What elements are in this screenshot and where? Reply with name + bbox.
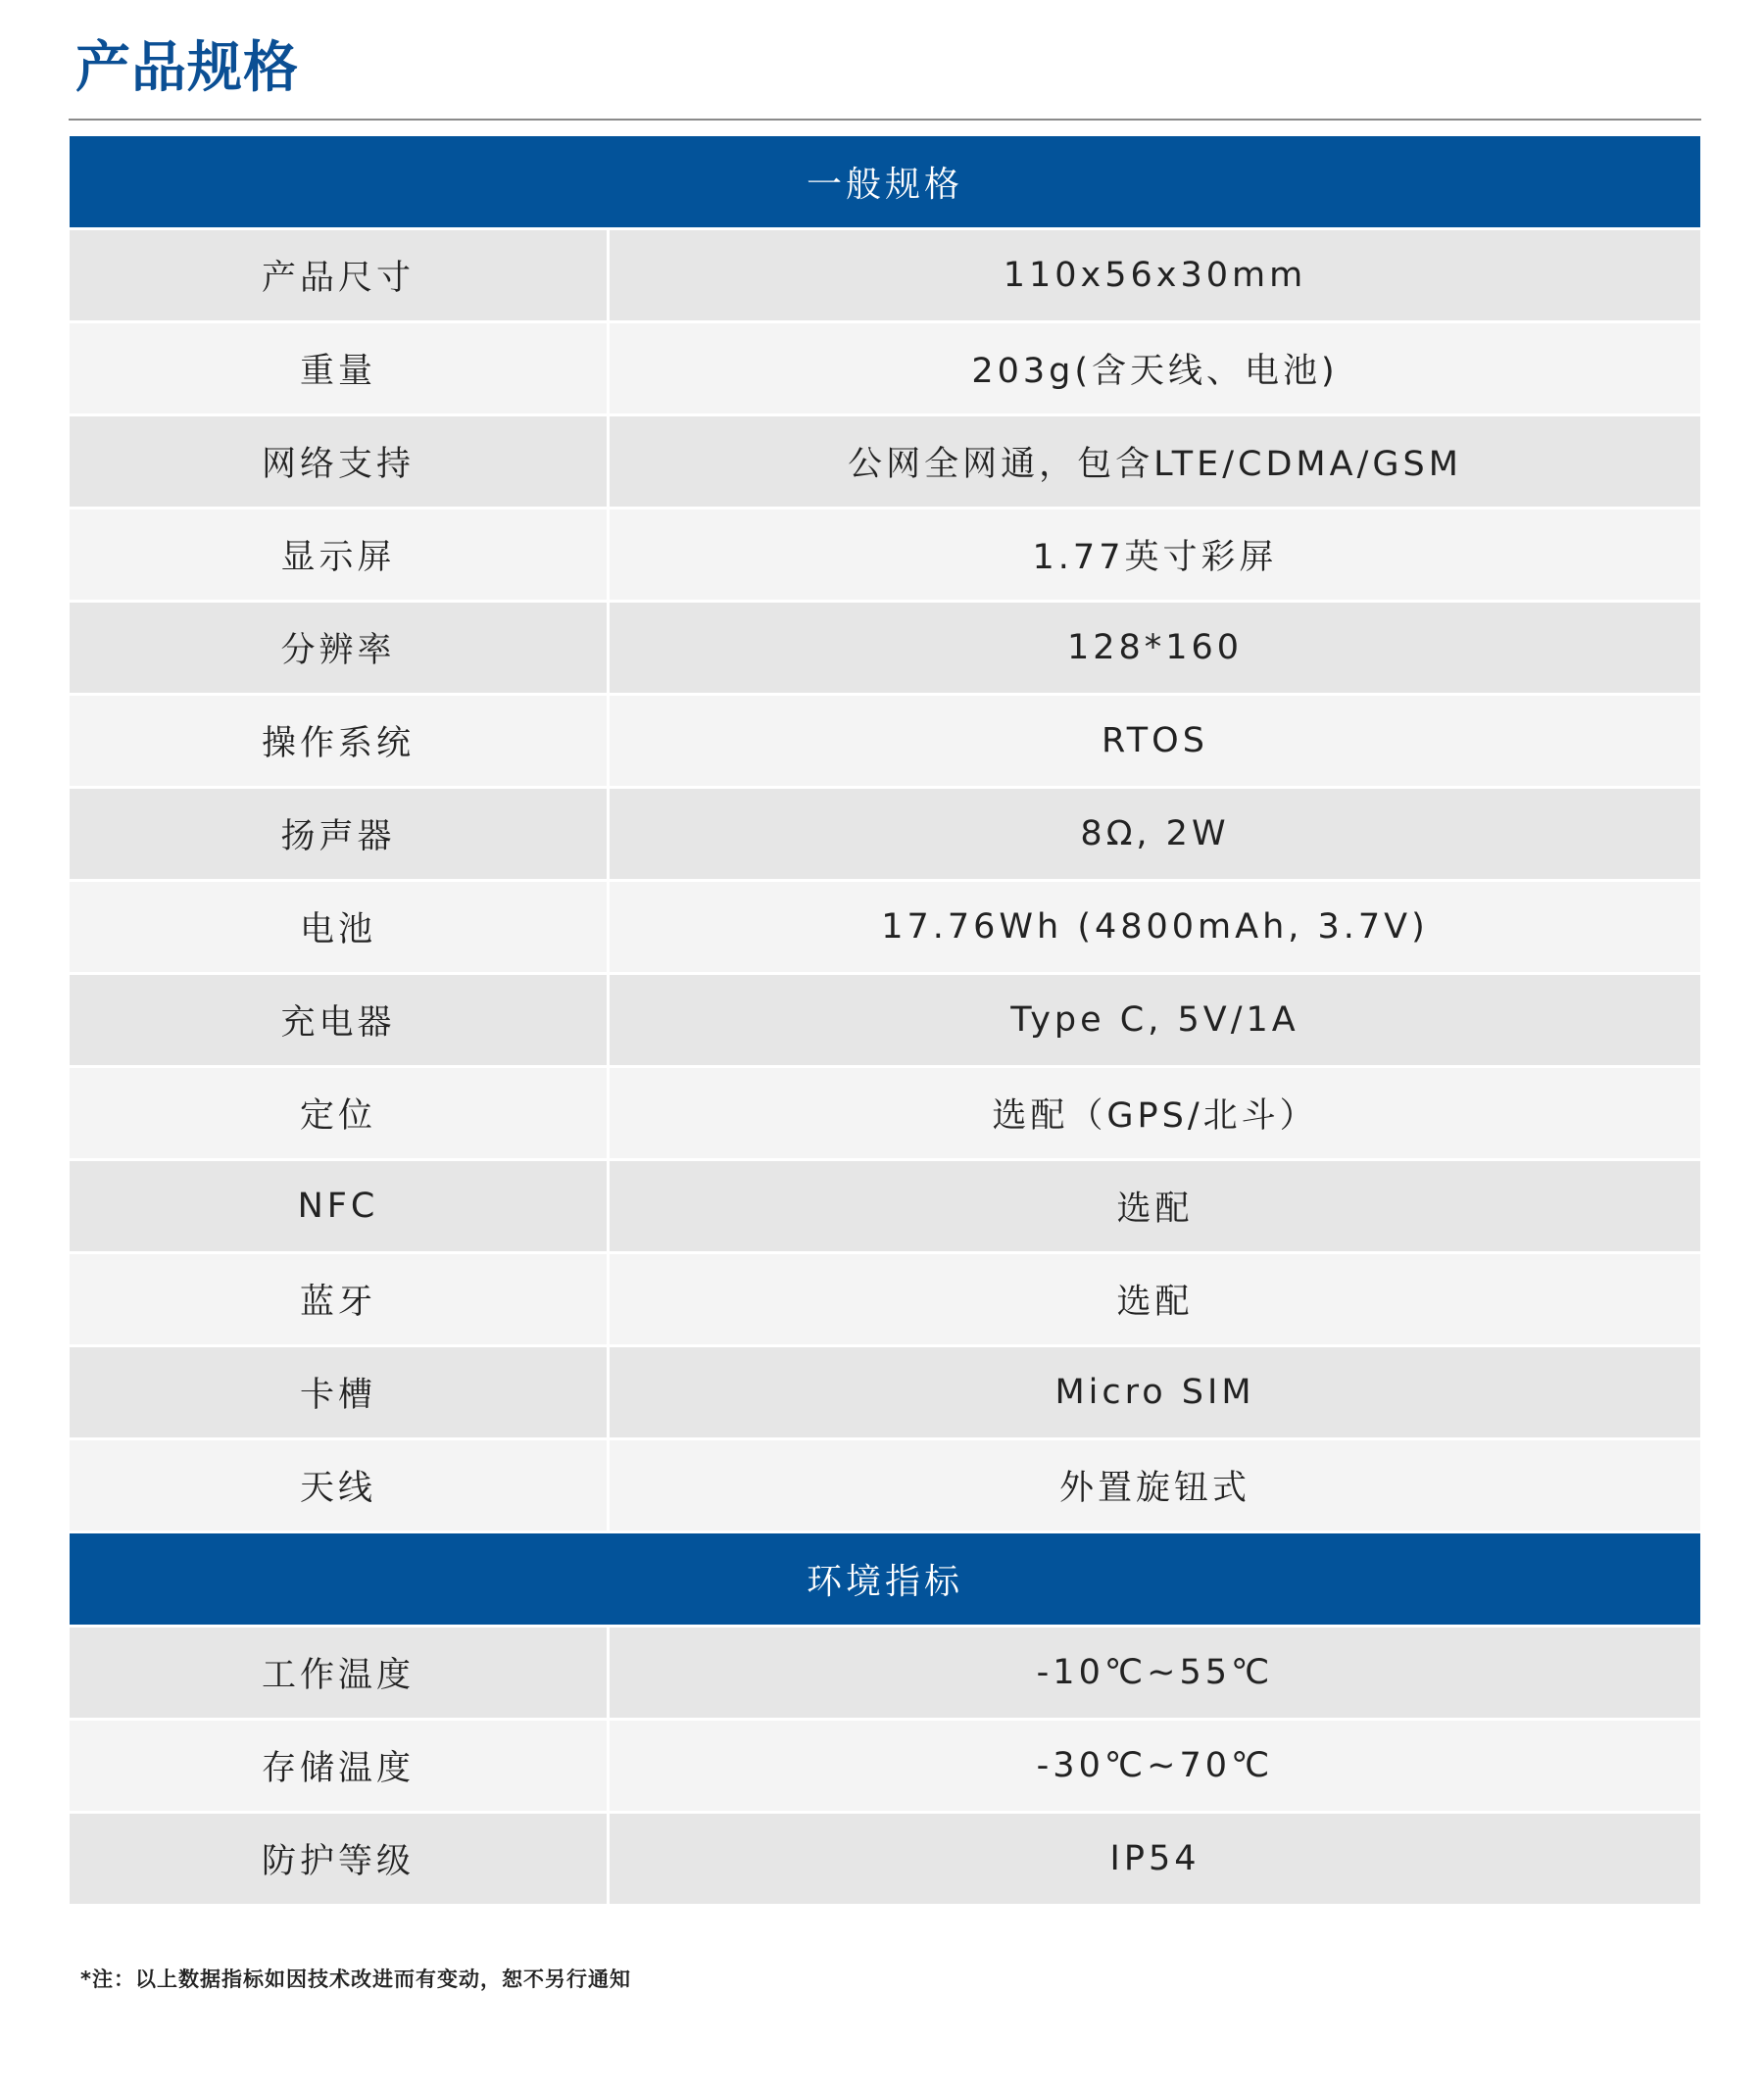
spec-row-antenna bbox=[70, 1440, 1700, 1531]
spec-value: Micro SIM bbox=[610, 1347, 1700, 1437]
spec-value: 8Ω, 2W bbox=[610, 789, 1700, 879]
spec-value: 128*160 bbox=[610, 603, 1700, 693]
spec-label: 卡槽 bbox=[70, 1347, 607, 1437]
spec-label: 防护等级 bbox=[70, 1814, 607, 1904]
spec-value: 选配 bbox=[610, 1161, 1700, 1251]
spec-label: 显示屏 bbox=[70, 510, 607, 600]
spec-value: 选配（GPS/北斗） bbox=[610, 1068, 1700, 1158]
section-header-environment: 环境指标 bbox=[70, 1533, 1700, 1625]
spec-row-battery bbox=[70, 882, 1700, 972]
spec-value: 110x56x30mm bbox=[610, 230, 1700, 320]
spec-value: 203g(含天线、电池) bbox=[610, 323, 1700, 413]
spec-row-positioning bbox=[70, 1068, 1700, 1158]
spec-row-charger bbox=[70, 975, 1700, 1065]
spec-row-bluetooth bbox=[70, 1254, 1700, 1344]
spec-label: 重量 bbox=[70, 323, 607, 413]
spec-value: -30℃~70℃ bbox=[610, 1721, 1700, 1811]
spec-label: 分辨率 bbox=[70, 603, 607, 693]
spec-label: 天线 bbox=[70, 1440, 607, 1531]
page-title: 产品规格 bbox=[75, 36, 299, 100]
section-header-general: 一般规格 bbox=[70, 136, 1700, 227]
spec-label: 产品尺寸 bbox=[70, 230, 607, 320]
spec-row-network bbox=[70, 416, 1700, 507]
spec-value: RTOS bbox=[610, 696, 1700, 786]
spec-label: 网络支持 bbox=[70, 416, 607, 507]
spec-row-storage-temp bbox=[70, 1721, 1700, 1811]
spec-label: 蓝牙 bbox=[70, 1254, 607, 1344]
spec-row-display bbox=[70, 510, 1700, 600]
spec-row-speaker bbox=[70, 789, 1700, 879]
spec-label: 工作温度 bbox=[70, 1628, 607, 1718]
title-divider bbox=[69, 119, 1701, 121]
spec-value: 外置旋钮式 bbox=[610, 1440, 1700, 1531]
footnote: *注：以上数据指标如因技术改进而有变动，恕不另行通知 bbox=[80, 1968, 631, 1991]
spec-row-nfc bbox=[70, 1161, 1700, 1251]
spec-row-operating-temp bbox=[70, 1628, 1700, 1718]
spec-label: 定位 bbox=[70, 1068, 607, 1158]
spec-row-resolution bbox=[70, 603, 1700, 693]
spec-value: 1.77英寸彩屏 bbox=[610, 510, 1700, 600]
spec-row-protection bbox=[70, 1814, 1700, 1904]
spec-row-size bbox=[70, 230, 1700, 320]
spec-label: 扬声器 bbox=[70, 789, 607, 879]
spec-label: 充电器 bbox=[70, 975, 607, 1065]
spec-value: IP54 bbox=[610, 1814, 1700, 1904]
spec-value: Type C, 5V/1A bbox=[610, 975, 1700, 1065]
spec-table bbox=[70, 136, 1700, 1907]
spec-value: 公网全网通，包含LTE/CDMA/GSM bbox=[610, 416, 1700, 507]
spec-row-card-slot bbox=[70, 1347, 1700, 1437]
spec-label: 操作系统 bbox=[70, 696, 607, 786]
spec-row-weight bbox=[70, 323, 1700, 413]
spec-label: 存储温度 bbox=[70, 1721, 607, 1811]
spec-value: 选配 bbox=[610, 1254, 1700, 1344]
spec-label: 电池 bbox=[70, 882, 607, 972]
environment-rows bbox=[70, 1628, 1700, 1904]
spec-label: NFC bbox=[70, 1161, 607, 1251]
spec-row-os bbox=[70, 696, 1700, 786]
spec-value: 17.76Wh (4800mAh, 3.7V) bbox=[610, 882, 1700, 972]
general-rows bbox=[70, 230, 1700, 1531]
section-environment bbox=[70, 1533, 1700, 1904]
spec-value: -10℃~55℃ bbox=[610, 1628, 1700, 1718]
section-general bbox=[70, 136, 1700, 1531]
